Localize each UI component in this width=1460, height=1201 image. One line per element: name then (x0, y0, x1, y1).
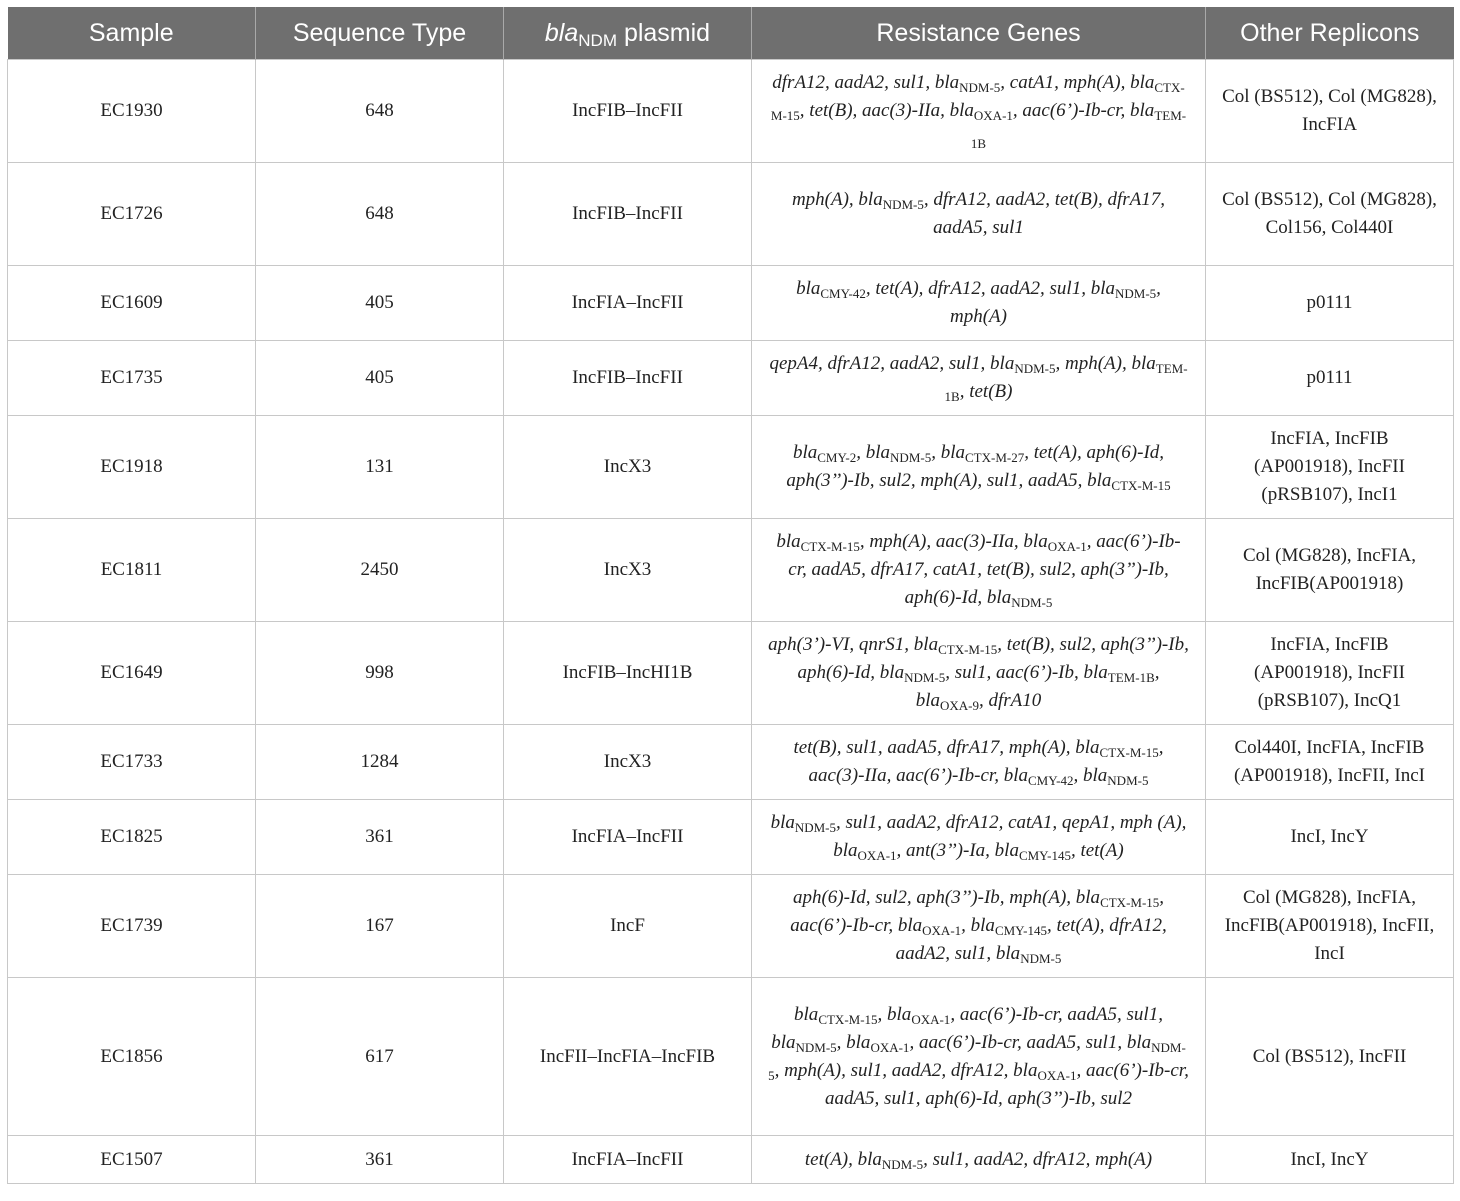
gene-subscript: OXA-1 (870, 1039, 910, 1055)
gene-text: , bla (961, 915, 995, 936)
gene-text: bla (792, 442, 818, 463)
table-header (8, 7, 1454, 60)
gene-text: , tet(A) (1070, 840, 1124, 861)
gene-subscript: CTX-M-15 (800, 539, 860, 554)
table-row (8, 875, 1454, 978)
cell-resistance-genes (752, 1136, 1206, 1184)
cell-other-replicons: IncFIA, IncFIB (AP001918), IncFII (pRSB107), IncI1 (1206, 416, 1454, 519)
gene-subscript: OXA-1 (973, 108, 1013, 123)
cell-other-replicons: IncI, IncY (1206, 1136, 1454, 1184)
gene-text: , mph(A), sul1, aadA2, dfrA12, bla (774, 1059, 1038, 1081)
gene-text: qepA4, dfrA12, aadA2, sul1, bla (769, 353, 1015, 374)
cell-other-replicons: p0111 (1206, 341, 1454, 416)
cell-other-replicons: Col (MG828), IncFIA, IncFIB(AP001918), IncFII, IncI (1206, 875, 1454, 978)
cell-plasmid: IncFIB–IncFII (504, 341, 752, 416)
gene-text: , sul1, aadA2, dfrA12, mph(A) (923, 1148, 1153, 1170)
cell-other-replicons: Col (BS512), Col (MG828), Col156, Col440I (1206, 163, 1454, 266)
gene-text: , tet(B), sul2, aph(3’’)-Ib, aph(6)-Id, bla (797, 634, 1189, 683)
cell-other-replicons: Col (BS512), Col (MG828), IncFIA (1206, 60, 1454, 163)
cell-sequence-type: 1284 (256, 725, 504, 800)
cell-resistance-genes (752, 875, 1206, 978)
gene-subscript: NDM-5 (768, 1039, 1186, 1083)
gene-text: , tet(B), aac(3)-IIa, bla (799, 100, 974, 121)
cell-sequence-type: 167 (256, 875, 504, 978)
gene-text: dfrA12, aadA2, sul1, bla (772, 72, 960, 93)
cell-resistance-genes (752, 519, 1206, 622)
cell-plasmid: IncFIA–IncFII (504, 800, 752, 875)
gene-subscript: CTX-M-15 (938, 642, 998, 657)
resistance-table (7, 7, 1454, 1184)
cell-sample: EC1649 (8, 622, 256, 725)
cell-plasmid: IncX3 (504, 725, 752, 800)
cell-resistance-genes (752, 266, 1206, 341)
gene-subscript: NDM-5 (795, 1039, 837, 1055)
gene-text: , bla (1073, 765, 1108, 786)
gene-text: , ant(3’’)-Ia, bla (896, 840, 1019, 861)
table-row (8, 800, 1454, 875)
gene-subscript: NDM-5 (1114, 286, 1157, 301)
cell-sample: EC1735 (8, 341, 256, 416)
gene-subscript: NDM-5 (904, 670, 946, 685)
gene-subscript: TEM-1B (1107, 670, 1155, 685)
gene-subscript: OXA-1 (857, 848, 897, 863)
gene-text: , aac(6’)-Ib-cr, bla (790, 887, 1165, 936)
cell-resistance-genes (752, 60, 1206, 163)
cell-plasmid: IncX3 (504, 519, 752, 622)
gene-subscript: NDM-5 (959, 80, 1001, 95)
gene-subscript: TEM-1B (944, 361, 1188, 404)
table-row (8, 163, 1454, 266)
table-body (8, 60, 1454, 1184)
cell-sequence-type: 648 (256, 163, 504, 266)
gene-text: tet(B), sul1, aadA5, dfrA17, mph(A), bla (793, 737, 1100, 758)
table-row (8, 725, 1454, 800)
gene-text: , tet(A), dfrA12, aadA2, sul1, bla (865, 278, 1115, 299)
header-resistance-genes: Resistance Genes (752, 7, 1206, 60)
cell-sequence-type: 648 (256, 60, 504, 163)
gene-text: , dfrA12, aadA2, tet(B), dfrA17, aadA5, sul1 (923, 189, 1166, 238)
gene-text: , tet(A), aph(6)-Id, aph(3’’)-Ib, sul2, mph(A), sul1, aadA5, bla (786, 442, 1165, 491)
gene-text: bla (794, 1003, 819, 1025)
gene-text: , sul1, aac(6’)-Ib, bla (945, 662, 1108, 683)
cell-other-replicons: IncI, IncY (1206, 800, 1454, 875)
cell-plasmid: IncFIA–IncFII (504, 266, 752, 341)
gene-text: , aac(3)-IIa, aac(6’)-Ib-cr, bla (808, 737, 1164, 786)
gene-text: mph(A), bla (791, 189, 883, 210)
gene-text: , aac(6’)-Ib-cr, aadA5, sul1, bla (771, 1003, 1163, 1053)
gene-subscript: CTX-M-15 (1111, 478, 1171, 493)
gene-text: , aac(6’)-Ib-cr, aadA5, sul1, bla (909, 1031, 1152, 1053)
cell-plasmid: IncFIB–IncHI1B (504, 622, 752, 725)
gene-subscript: NDM-5 (794, 820, 837, 835)
gene-text: , bla (836, 1031, 871, 1053)
cell-sequence-type: 361 (256, 1136, 504, 1184)
header-row (8, 7, 1454, 60)
cell-other-replicons: Col (BS512), IncFII (1206, 978, 1454, 1136)
cell-plasmid: IncX3 (504, 416, 752, 519)
cell-sequence-type: 2450 (256, 519, 504, 622)
gene-subscript: TEM-1B (970, 108, 1187, 151)
gene-subscript: NDM-5 (1107, 773, 1149, 788)
table-row (8, 341, 1454, 416)
table-row (8, 519, 1454, 622)
gene-subscript: OXA-1 (911, 1011, 951, 1027)
gene-subscript: OXA-1 (1047, 539, 1087, 554)
cell-sample: EC1609 (8, 266, 256, 341)
cell-sample: EC1739 (8, 875, 256, 978)
gene-text: tet(A), bla (804, 1148, 882, 1170)
gene-subscript: NDM-5 (881, 1156, 924, 1172)
gene-subscript: OXA-1 (1037, 1067, 1077, 1083)
cell-sequence-type: 361 (256, 800, 504, 875)
gene-text: aph(3’)-VI, qnrS1, bla (768, 634, 939, 655)
gene-text: , bla (856, 442, 891, 463)
gene-text: bla (776, 531, 801, 552)
header-plasmid-italic: bla (544, 18, 579, 47)
cell-other-replicons: p0111 (1206, 266, 1454, 341)
cell-sample: EC1726 (8, 163, 256, 266)
header-plasmid (504, 7, 752, 60)
cell-resistance-genes (752, 416, 1206, 519)
cell-sequence-type: 617 (256, 978, 504, 1136)
table-row (8, 622, 1454, 725)
cell-plasmid: IncF (504, 875, 752, 978)
cell-sample: EC1733 (8, 725, 256, 800)
gene-subscript: CMY-42 (1028, 773, 1074, 788)
cell-sample: EC1507 (8, 1136, 256, 1184)
table-row (8, 266, 1454, 341)
gene-text: , aac(6’)-Ib-cr, aadA5, sul1, aph(6)-Id, aph(3’’)-Ib, sul2 (824, 1059, 1189, 1109)
gene-text: , bla (931, 442, 965, 463)
gene-text: , tet(A), dfrA12, aadA2, sul1, bla (895, 915, 1167, 964)
gene-text: bla (796, 278, 821, 299)
gene-subscript: CTX-M-27 (965, 450, 1025, 465)
gene-subscript: CTX-M-15 (770, 80, 1185, 123)
cell-plasmid: IncFIB–IncFII (504, 60, 752, 163)
cell-sample: EC1825 (8, 800, 256, 875)
cell-sequence-type: 405 (256, 266, 504, 341)
cell-sample: EC1856 (8, 978, 256, 1136)
table-row (8, 416, 1454, 519)
gene-text: , bla (877, 1003, 912, 1025)
gene-subscript: CMY-145 (1018, 848, 1071, 863)
header-other-replicons: Other Replicons (1206, 7, 1454, 60)
gene-text: , mph(A), aac(3)-IIa, bla (859, 531, 1048, 552)
table-row (8, 978, 1454, 1136)
header-sample: Sample (8, 7, 256, 60)
gene-subscript: CTX-M-15 (1099, 745, 1159, 760)
cell-sample: EC1918 (8, 416, 256, 519)
cell-other-replicons: Col440I, IncFIA, IncFIB (AP001918), IncFII, IncI (1206, 725, 1454, 800)
gene-text: , catA1, mph(A), bla (1000, 72, 1155, 93)
gene-subscript: CTX-M-15 (818, 1011, 878, 1027)
header-plasmid-sub: NDM (578, 30, 617, 50)
gene-text: , bla (915, 662, 1160, 711)
gene-text: , dfrA10 (979, 690, 1042, 711)
table-row (8, 1136, 1454, 1184)
cell-plasmid: IncFII–IncFIA–IncFIB (504, 978, 752, 1136)
gene-text: , mph(A), bla (1055, 353, 1156, 374)
header-plasmid-rest: plasmid (617, 18, 711, 47)
cell-resistance-genes (752, 341, 1206, 416)
gene-text: , sul1, aadA2, dfrA12, catA1, qepA1, mph (A), bla (833, 812, 1187, 861)
gene-subscript: CMY-2 (817, 450, 857, 465)
gene-text: , aac(6’)-Ib-cr, aadA5, dfrA17, catA1, tet(B), sul2, aph(3’’)-Ib, aph(6)-Id, bla (788, 531, 1181, 608)
cell-resistance-genes (752, 978, 1206, 1136)
gene-subscript: CTX-M-15 (1100, 895, 1160, 910)
gene-subscript: OXA-9 (940, 698, 979, 713)
cell-resistance-genes (752, 163, 1206, 266)
header-sequence-type: Sequence Type (256, 7, 504, 60)
cell-resistance-genes (752, 725, 1206, 800)
gene-subscript: NDM-5 (1014, 361, 1056, 376)
cell-resistance-genes (752, 800, 1206, 875)
gene-text: , aac(6’)-Ib-cr, bla (1012, 100, 1155, 121)
gene-subscript: NDM-5 (882, 197, 924, 212)
cell-sample: EC1930 (8, 60, 256, 163)
cell-plasmid: IncFIA–IncFII (504, 1136, 752, 1184)
cell-sequence-type: 405 (256, 341, 504, 416)
table-row (8, 60, 1454, 163)
gene-text: , tet(B) (959, 381, 1013, 402)
gene-subscript: OXA-1 (922, 923, 962, 938)
cell-other-replicons: Col (MG828), IncFIA, IncFIB(AP001918) (1206, 519, 1454, 622)
gene-subscript: NDM-5 (890, 450, 932, 465)
cell-sample: EC1811 (8, 519, 256, 622)
cell-sequence-type: 998 (256, 622, 504, 725)
cell-plasmid: IncFIB–IncFII (504, 163, 752, 266)
gene-text: bla (770, 812, 795, 833)
gene-subscript: CMY-145 (994, 923, 1047, 938)
cell-other-replicons: IncFIA, IncFIB (AP001918), IncFII (pRSB107), IncQ1 (1206, 622, 1454, 725)
gene-subscript: NDM-5 (1020, 951, 1062, 966)
cell-resistance-genes (752, 622, 1206, 725)
gene-subscript: CMY-42 (820, 286, 866, 301)
gene-text: aph(6)-Id, sul2, aph(3’’)-Ib, mph(A), bla (792, 887, 1101, 908)
gene-subscript: NDM-5 (1011, 595, 1053, 610)
cell-sequence-type: 131 (256, 416, 504, 519)
gene-text: , mph(A) (950, 278, 1161, 327)
